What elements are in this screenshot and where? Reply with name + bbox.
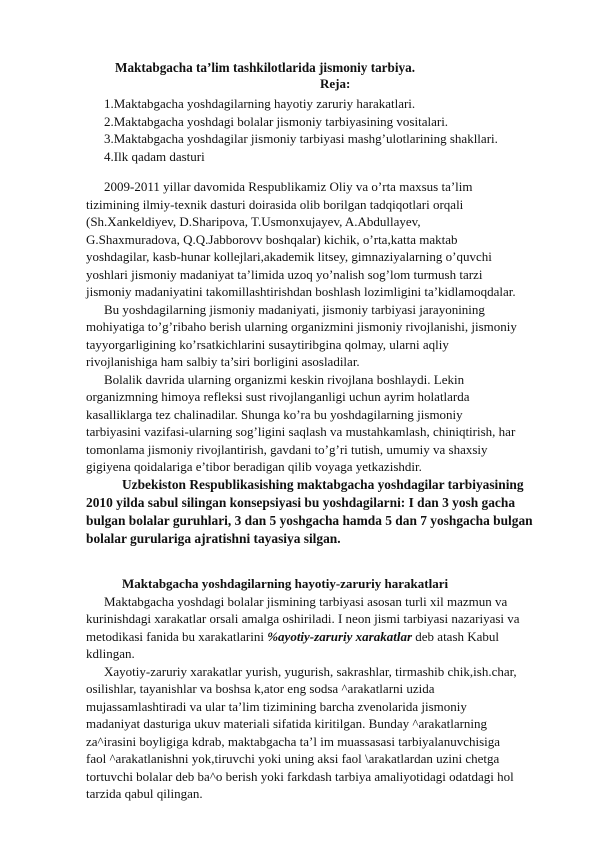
text-line: osilishlar, tayanishlar va boshsa k,ator eng sodsa ^arakatlarni uzida: [86, 681, 435, 696]
text-line: tortuvchi bolalar deb ba^o berish yoki farkdash tarbiya amaliyotidagi odatdagi hol: [86, 768, 514, 784]
text-line: bolalar gurulariga ajratishni tayasiya silgan.: [86, 531, 341, 546]
plan-item: 4.Ilk qadam dasturi: [104, 148, 205, 164]
plan-heading: Reja:: [320, 76, 351, 91]
paragraph-1: [86, 178, 556, 476]
text-line: 2009-2011 yillar davomida Respublikamiz Oliy va o’rta maxsus ta’lim: [104, 179, 473, 194]
text-line: yoshdagilar, kasb-hunar kollejlari,akademik litsey, gimnaziyalarning o’quvchi: [86, 249, 492, 264]
text-line: gigiyena qoidalariga e’tibor beradigan qilib voyaga yetkazishdir.: [86, 459, 422, 474]
text-line: [86, 628, 556, 646]
emphasized-term: %ayotiy-zaruriy xarakatlar: [267, 628, 413, 644]
plan-item: 1.Maktabgacha yoshdagilarning hayotiy zaruriy harakatlari.: [104, 96, 416, 111]
plan-item: 2.Maktabgacha yoshdagi bolalar jismoniy tarbiyasining vositalari.: [104, 113, 449, 129]
text-line: jismoniy madaniyatini takomillashtirishdan boshlash lozimligini ta’kidlamoqdalar.: [86, 284, 516, 299]
text-line: kdlingan.: [86, 646, 135, 661]
text-line: za^irasini boyligiga kdrab, maktabgacha ta’l im muassasasi tarbiyalanuvchisiga: [86, 733, 501, 749]
text-line: tizimining ilmiy-texnik dasturi doirasida olib borilgan tadqiqotlari orqali: [86, 196, 464, 212]
bold-paragraph: [86, 476, 556, 548]
text-line: tarbiyasini vazifasi-ularning sog’ligini saqlash va mustahkamlash, chiniqtirish, har: [86, 424, 516, 439]
text-line: Xayotiy-zaruriy xarakatlar yurish, yugurish, sakrashlar, tirmashib chik,ish.char,: [104, 663, 517, 679]
text-segment: deb atash Kabul: [412, 628, 500, 644]
text-line: Maktabgacha yoshdagi bolalar jismining tarbiyasi asosan turli xil mazmun va: [104, 593, 508, 609]
plan-list: [104, 95, 498, 165]
text-line: Uzbekiston Respublikasishing maktabgacha yoshdagilar tarbiyasining: [122, 477, 524, 492]
text-line: bulgan bolalar guruhlari, 3 dan 5 yoshgacha hamda 5 dan 7 yoshgacha bulgan: [86, 513, 533, 528]
text-line: organizmning himoya refleksi sust rivojlanganligi uchun ayrim holatlarda: [86, 389, 470, 404]
text-line: mujassamlashtiradi va ular ta’lim tizimining barcha zvenolarida jismoniy: [86, 698, 467, 714]
plan-item: 3.Maktabgacha yoshdagilar jismoniy tarbiyasi mashg’ulotlarining shakllari.: [104, 131, 498, 146]
text-line: Bolalik davrida ularning organizmi keskin rivojlana boshlaydi. Lekin: [104, 371, 465, 387]
text-line: madaniyat dasturiga ukuv materiali sifatida kiritilgan. Bunday ^arakatlarning: [86, 716, 488, 731]
text-line: kurinishdagi xarakatlar orsali amalga oshiriladi. I neon jismi tarbiyasi nazariyasi va: [86, 611, 520, 626]
text-line: (Sh.Xankeldiyev, D.Sharipova, T.Usmonxujayev, A.Abdullayev,: [86, 214, 421, 229]
text-line: 2010 yilda sabul silingan konsepsiyasi bu yoshdagilarni: I dan 3 yosh gacha: [86, 495, 516, 510]
text-line: yoshlari jismoniy madaniyat ta’limida uzoq yo’nalish sog’lom turmush tarzi: [86, 266, 483, 282]
text-line: tomonlama jismoniy rivojlantirish, gavdani to’g’ri tutish, umumiy va shaxsiy: [86, 441, 488, 457]
section-heading: Maktabgacha yoshdagilarning hayotiy-zaruriy harakatlari: [122, 576, 449, 591]
text-segment: metodikasi fanida bu xarakatlarini: [86, 628, 268, 644]
text-line: Bu yoshdagilarning jismoniy madaniyati, jismoniy tarbiyasi jarayonining: [104, 301, 485, 317]
document-title: Maktabgacha ta’lim tashkilotlarida jismoniy tarbiya.: [115, 60, 416, 75]
text-line: faol ^arakatlanishni yok,tiruvchi yoki uning aksi faol \arakatlardan uzini chetga: [86, 751, 500, 766]
text-line: mohiyatiga to’g’ribaho berish ularning organizmini jismoniy rivojlanishi, jismoniy: [86, 319, 517, 334]
text-line: rivojlanishiga ham salbiy ta’siri borligini asosladilar.: [86, 354, 360, 369]
text-line: G.Shaxmuradova, Q.Q.Jabborovv boshqalar) kichik, o’rta,katta maktab: [86, 231, 458, 247]
text-line: tarzida qabul qilingan.: [86, 786, 203, 801]
text-line: tayyorgarligining ko’rsatkichlarini susaytiribgina qolmay, ularni aqliy: [86, 336, 449, 352]
text-line: kasalliklarga tez chalinadilar. Shunga ko’ra bu yoshdagilarning jismoniy: [86, 406, 463, 422]
section-block: [86, 575, 556, 803]
